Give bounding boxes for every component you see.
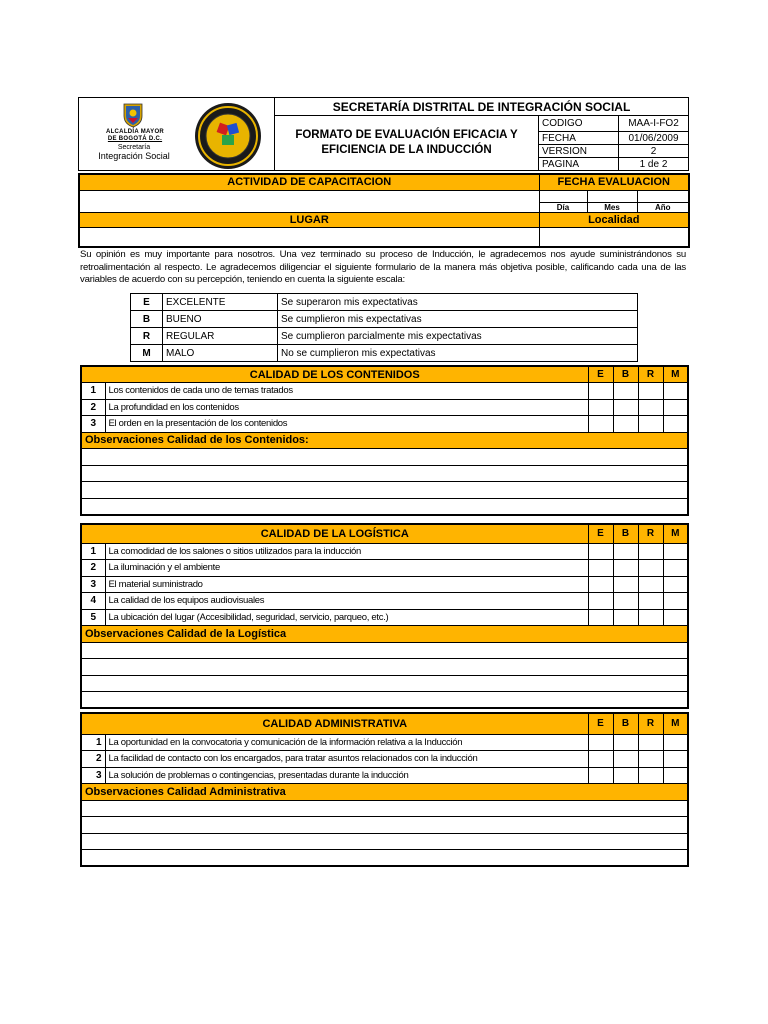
rating-cell-e[interactable] bbox=[588, 383, 613, 400]
table-row bbox=[81, 593, 688, 610]
meta-label-codigo: CODIGO bbox=[539, 116, 619, 132]
locality-input[interactable] bbox=[539, 227, 689, 247]
table-row bbox=[81, 767, 688, 784]
year-input[interactable] bbox=[637, 190, 689, 202]
table-row bbox=[81, 399, 688, 416]
observations-line[interactable] bbox=[81, 482, 688, 499]
observations-line[interactable] bbox=[81, 642, 688, 659]
section-logistica bbox=[80, 523, 689, 709]
scale-code: R bbox=[131, 328, 163, 345]
scale-code: M bbox=[131, 345, 163, 362]
form-header bbox=[78, 97, 689, 171]
item-text: La calidad de los equipos audiovisuales bbox=[105, 593, 588, 610]
date-label: FECHA EVALUACION bbox=[539, 174, 689, 190]
activity-table bbox=[78, 173, 690, 248]
meta-value-codigo: MAA-I-FO2 bbox=[619, 116, 689, 132]
rating-header-e: E bbox=[588, 366, 613, 383]
rating-cell-e[interactable] bbox=[588, 416, 613, 433]
section-title: CALIDAD ADMINISTRATIVA bbox=[81, 713, 588, 734]
form-title-line2: EFICIENCIA DE LA INDUCCIÓN bbox=[321, 144, 492, 156]
day-input[interactable] bbox=[539, 190, 587, 202]
rating-cell-m[interactable] bbox=[663, 383, 688, 400]
form-title bbox=[275, 116, 539, 171]
meta-label-fecha: FECHA bbox=[539, 132, 619, 145]
rating-cell-m[interactable] bbox=[663, 734, 688, 751]
activity-input[interactable] bbox=[79, 190, 539, 212]
rating-cell-r[interactable] bbox=[638, 383, 663, 400]
table-row bbox=[81, 751, 688, 768]
item-number: 3 bbox=[81, 767, 105, 784]
integracion-social-seal-icon bbox=[194, 102, 262, 170]
observations-line[interactable] bbox=[81, 449, 688, 466]
rating-cell-r[interactable] bbox=[638, 560, 663, 577]
rating-cell-r[interactable] bbox=[638, 767, 663, 784]
rating-cell-m[interactable] bbox=[663, 576, 688, 593]
rating-cell-b[interactable] bbox=[613, 767, 638, 784]
item-number: 2 bbox=[81, 560, 105, 577]
observations-line[interactable] bbox=[81, 675, 688, 692]
item-text: La facilidad de contacto con los encargados, para tratar asuntos relacionados con la inducción bbox=[105, 751, 588, 768]
rating-header-r: R bbox=[638, 713, 663, 734]
observations-line[interactable] bbox=[81, 800, 688, 817]
observations-line[interactable] bbox=[81, 659, 688, 676]
rating-header-e: E bbox=[588, 713, 613, 734]
rating-cell-e[interactable] bbox=[588, 576, 613, 593]
item-text: La ubicación del lugar (Accesibilidad, seguridad, servicio, parqueo, etc.) bbox=[105, 609, 588, 626]
observations-line[interactable] bbox=[81, 498, 688, 515]
item-text: La solución de problemas o contingencias, presentadas durante la inducción bbox=[105, 767, 588, 784]
rating-header-r: R bbox=[638, 524, 663, 543]
rating-cell-b[interactable] bbox=[613, 399, 638, 416]
scale-name: MALO bbox=[163, 345, 278, 362]
observations-label: Observaciones Calidad de la Logística bbox=[81, 626, 688, 643]
observations-label: Observaciones Calidad Administrativa bbox=[81, 784, 688, 801]
observations-line[interactable] bbox=[81, 465, 688, 482]
meta-value-pagina: 1 de 2 bbox=[619, 158, 689, 171]
rating-cell-m[interactable] bbox=[663, 399, 688, 416]
table-row bbox=[81, 560, 688, 577]
form-title-line1: FORMATO DE EVALUACIÓN EFICACIA Y bbox=[295, 129, 518, 141]
intro-text: Su opinión es muy importante para nosotros. Una vez terminado su proceso de Inducción, le agradecemos nos ayude suministrándonos su retroalimentación al respecto. Le agradecemos diligenciar el siguiente formulario de la manera más objetiva posible, calificando cada una de las variables de acuerdo con su percepción, teniendo en cuenta la siguiente escala: bbox=[80, 249, 686, 285]
logo-area bbox=[79, 98, 275, 171]
month-input[interactable] bbox=[587, 190, 637, 202]
rating-cell-b[interactable] bbox=[613, 543, 638, 560]
day-label: Día bbox=[539, 202, 587, 212]
item-number: 2 bbox=[81, 399, 105, 416]
rating-cell-b[interactable] bbox=[613, 609, 638, 626]
item-number: 3 bbox=[81, 416, 105, 433]
observations-line[interactable] bbox=[81, 850, 688, 867]
rating-cell-e[interactable] bbox=[588, 734, 613, 751]
meta-value-fecha: 01/06/2009 bbox=[619, 132, 689, 145]
month-label: Mes bbox=[587, 202, 637, 212]
place-input[interactable] bbox=[79, 227, 539, 247]
rating-cell-b[interactable] bbox=[613, 416, 638, 433]
rating-cell-e[interactable] bbox=[588, 560, 613, 577]
rating-cell-e[interactable] bbox=[588, 399, 613, 416]
logo-line3: Secretaría bbox=[117, 144, 151, 151]
table-row bbox=[81, 576, 688, 593]
item-number: 1 bbox=[81, 734, 105, 751]
scale-desc: Se cumplieron mis expectativas bbox=[278, 311, 638, 328]
meta-label-pagina: PAGINA bbox=[539, 158, 619, 171]
table-row bbox=[81, 734, 688, 751]
item-number: 1 bbox=[81, 543, 105, 560]
item-text: El material suministrado bbox=[105, 576, 588, 593]
rating-scale-table bbox=[130, 293, 638, 362]
rating-cell-m[interactable] bbox=[663, 416, 688, 433]
item-text: La oportunidad en la convocatoria y comunicación de la información relativa a la Inducción bbox=[105, 734, 588, 751]
item-number: 1 bbox=[81, 383, 105, 400]
activity-label: ACTIVIDAD DE CAPACITACION bbox=[79, 174, 539, 190]
rating-cell-b[interactable] bbox=[613, 593, 638, 610]
observations-line[interactable] bbox=[81, 833, 688, 850]
rating-cell-b[interactable] bbox=[613, 560, 638, 577]
observations-line[interactable] bbox=[81, 817, 688, 834]
rating-header-m: M bbox=[663, 713, 688, 734]
scale-code: E bbox=[131, 294, 163, 311]
table-row bbox=[81, 543, 688, 560]
rating-cell-r[interactable] bbox=[638, 416, 663, 433]
scale-desc: No se cumplieron mis expectativas bbox=[278, 345, 638, 362]
rating-cell-e[interactable] bbox=[588, 751, 613, 768]
rating-cell-b[interactable] bbox=[613, 734, 638, 751]
rating-cell-e[interactable] bbox=[588, 543, 613, 560]
year-label: Año bbox=[637, 202, 689, 212]
scale-desc: Se superaron mis expectativas bbox=[278, 294, 638, 311]
rating-cell-m[interactable] bbox=[663, 593, 688, 610]
scale-desc: Se cumplieron parcialmente mis expectativas bbox=[278, 328, 638, 345]
meta-value-version: 2 bbox=[619, 145, 689, 158]
section-title: CALIDAD DE LA LOGÍSTICA bbox=[81, 524, 588, 543]
rating-cell-b[interactable] bbox=[613, 751, 638, 768]
rating-cell-r[interactable] bbox=[638, 576, 663, 593]
table-row bbox=[81, 383, 688, 400]
section-contenidos bbox=[80, 365, 689, 516]
rating-header-r: R bbox=[638, 366, 663, 383]
scale-name: BUENO bbox=[163, 311, 278, 328]
rating-cell-m[interactable] bbox=[663, 609, 688, 626]
table-row bbox=[81, 416, 688, 433]
observations-label: Observaciones Calidad de los Contenidos: bbox=[81, 432, 688, 449]
rating-header-e: E bbox=[588, 524, 613, 543]
section-administrativa bbox=[80, 712, 689, 867]
rating-cell-e[interactable] bbox=[588, 767, 613, 784]
item-text: El orden en la presentación de los contenidos bbox=[105, 416, 588, 433]
scale-code: B bbox=[131, 311, 163, 328]
item-text: La comodidad de los salones o sitios utilizados para la inducción bbox=[105, 543, 588, 560]
rating-header-m: M bbox=[663, 524, 688, 543]
logo-line1: ALCALDÍA MAYOR bbox=[105, 129, 165, 135]
rating-cell-r[interactable] bbox=[638, 593, 663, 610]
item-number: 3 bbox=[81, 576, 105, 593]
scale-name: REGULAR bbox=[163, 328, 278, 345]
locality-label: Localidad bbox=[539, 212, 689, 227]
item-number: 2 bbox=[81, 751, 105, 768]
rating-header-m: M bbox=[663, 366, 688, 383]
rating-cell-r[interactable] bbox=[638, 609, 663, 626]
place-label: LUGAR bbox=[79, 212, 539, 227]
rating-header-b: B bbox=[613, 366, 638, 383]
table-row bbox=[81, 609, 688, 626]
item-number: 4 bbox=[81, 593, 105, 610]
section-title: CALIDAD DE LOS CONTENIDOS bbox=[81, 366, 588, 383]
rating-cell-r[interactable] bbox=[638, 399, 663, 416]
rating-cell-r[interactable] bbox=[638, 734, 663, 751]
rating-cell-m[interactable] bbox=[663, 767, 688, 784]
rating-cell-r[interactable] bbox=[638, 751, 663, 768]
rating-header-b: B bbox=[613, 713, 638, 734]
observations-line[interactable] bbox=[81, 692, 688, 709]
rating-cell-e[interactable] bbox=[588, 593, 613, 610]
org-title: SECRETARÍA DISTRITAL DE INTEGRACIÓN SOCIAL bbox=[275, 98, 689, 116]
logo-line4: Integración Social bbox=[98, 151, 170, 161]
item-number: 5 bbox=[81, 609, 105, 626]
item-text: La iluminación y el ambiente bbox=[105, 560, 588, 577]
rating-header-b: B bbox=[613, 524, 638, 543]
item-text: La profundidad en los contenidos bbox=[105, 399, 588, 416]
rating-cell-r[interactable] bbox=[638, 543, 663, 560]
meta-label-version: VERSION bbox=[539, 145, 619, 158]
rating-cell-b[interactable] bbox=[613, 576, 638, 593]
item-text: Los contenidos de cada uno de temas tratados bbox=[105, 383, 588, 400]
rating-cell-m[interactable] bbox=[663, 560, 688, 577]
rating-cell-e[interactable] bbox=[588, 609, 613, 626]
rating-cell-m[interactable] bbox=[663, 751, 688, 768]
logo-line2: DE BOGOTÁ D.C. bbox=[107, 136, 163, 142]
rating-cell-m[interactable] bbox=[663, 543, 688, 560]
bogota-shield-icon bbox=[122, 102, 144, 128]
scale-name: EXCELENTE bbox=[163, 294, 278, 311]
rating-cell-b[interactable] bbox=[613, 383, 638, 400]
